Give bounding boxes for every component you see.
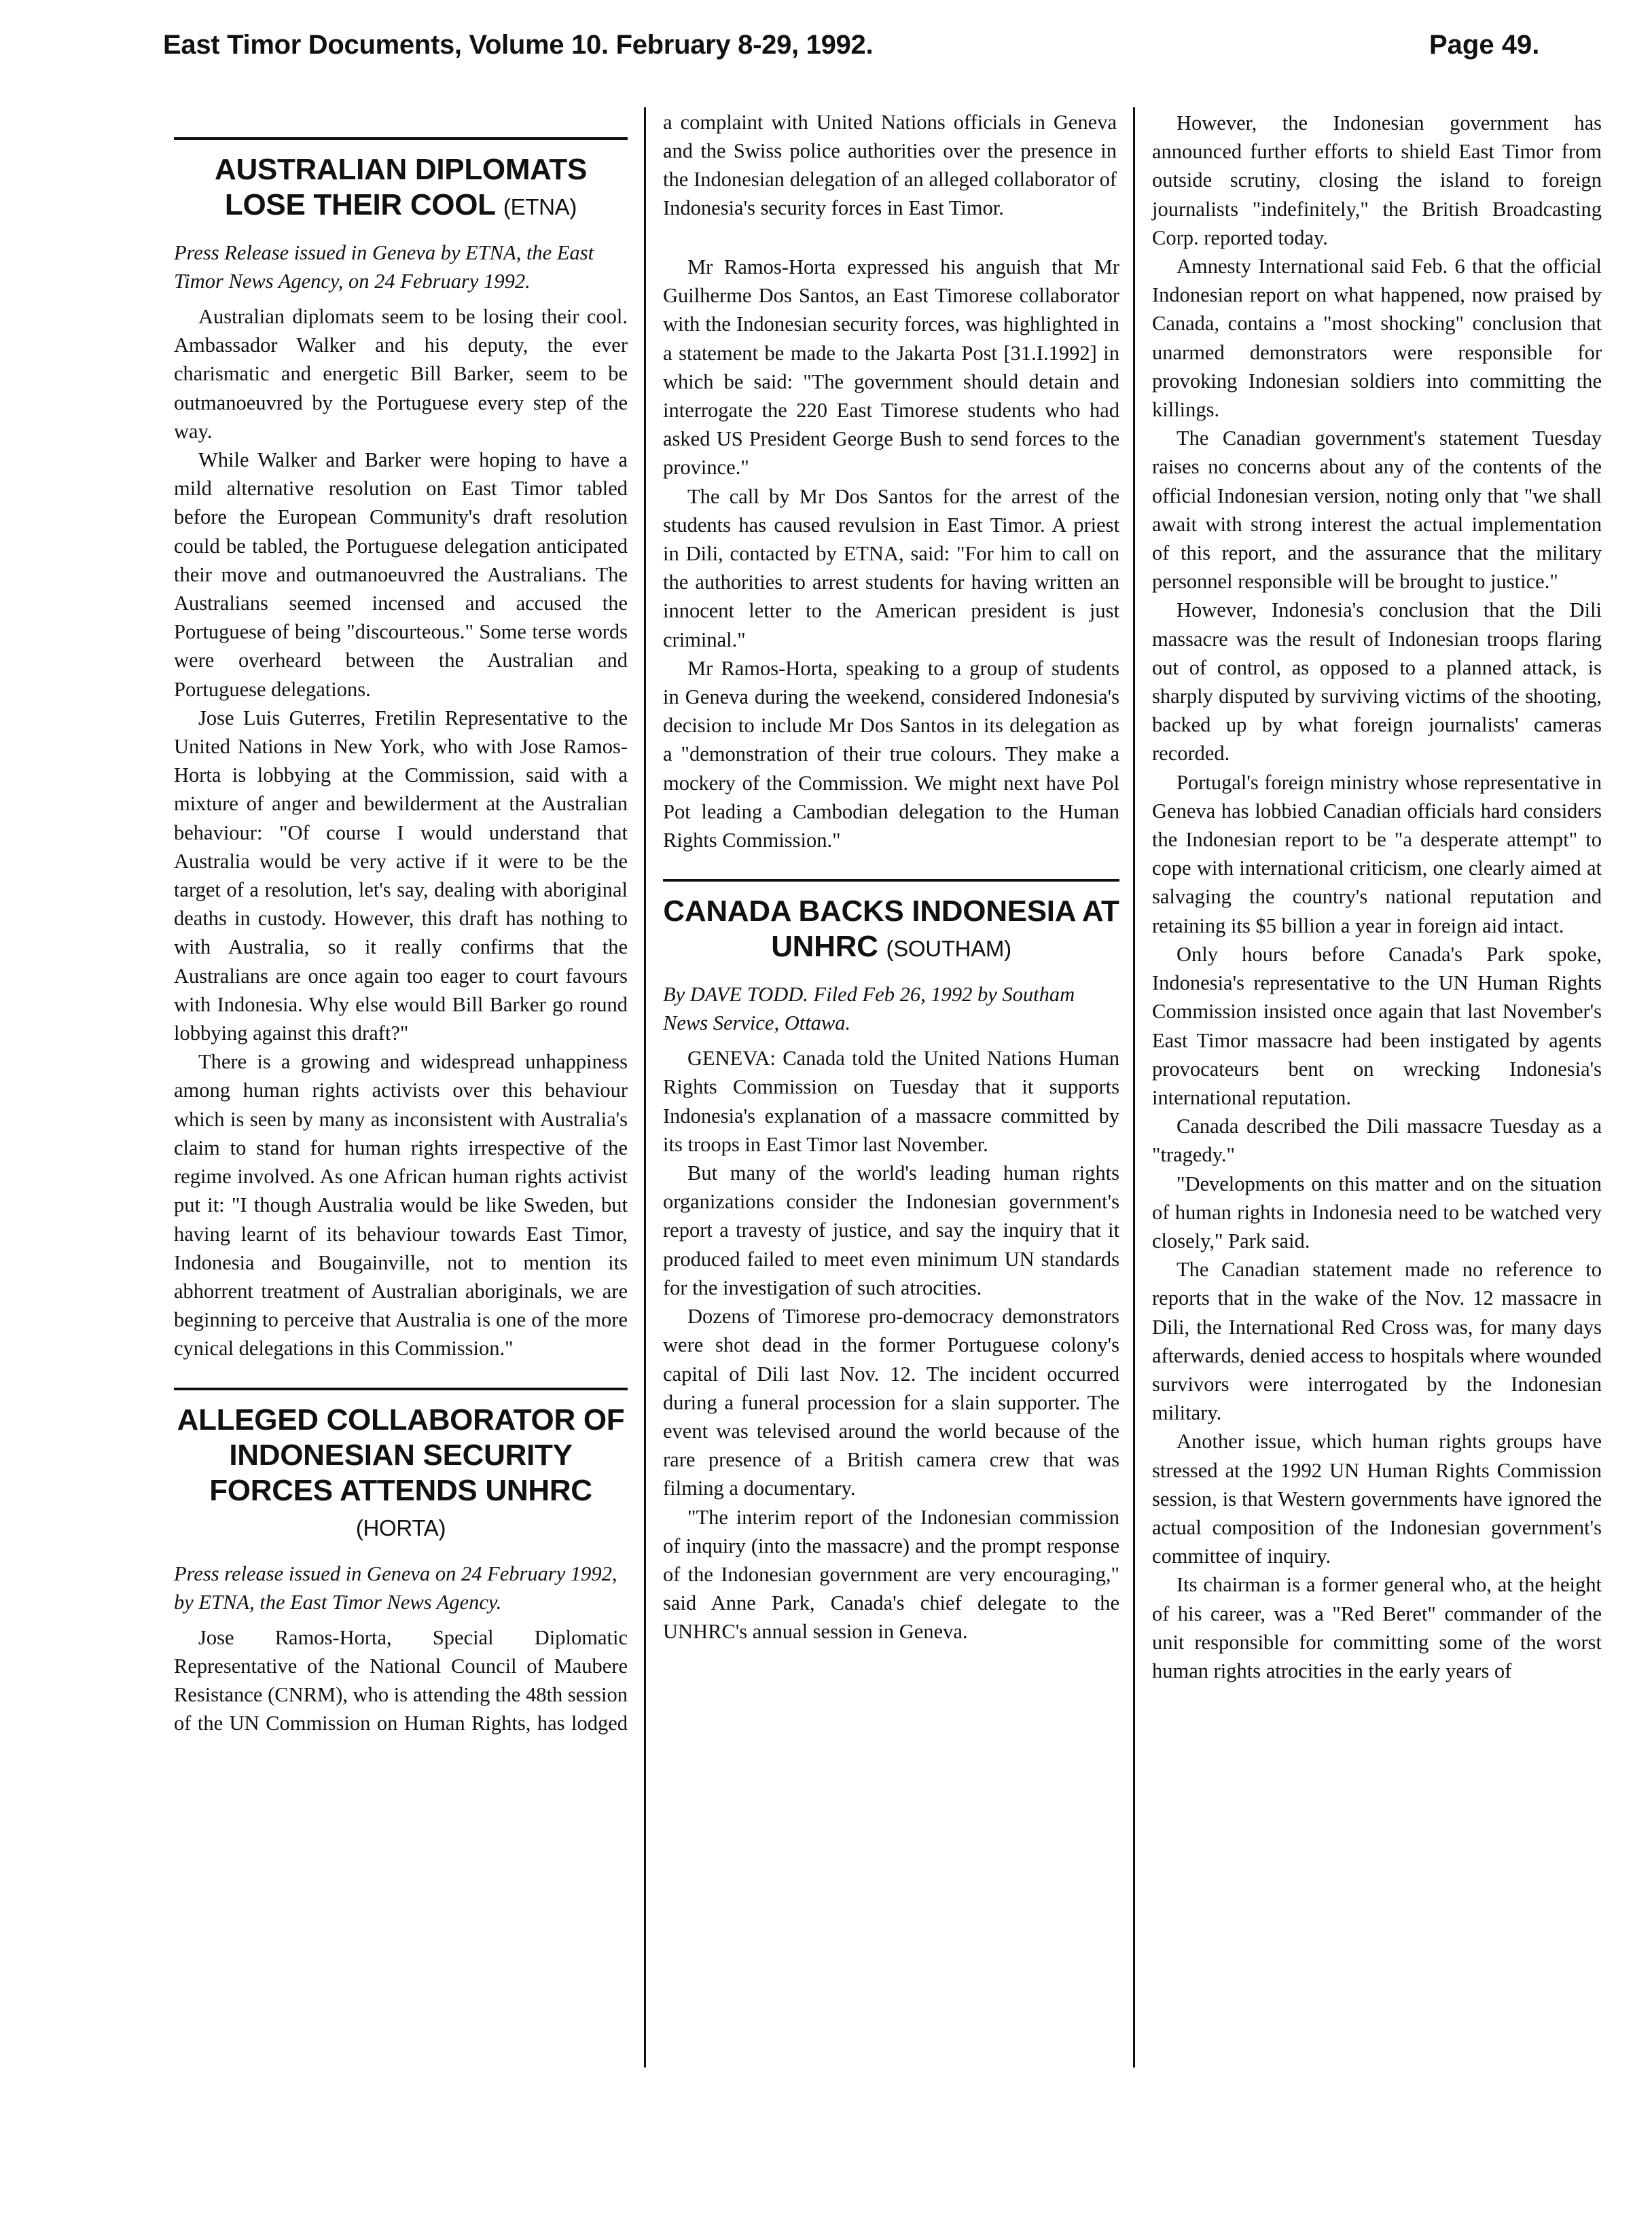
article3-paragraph: Amnesty International said Feb. 6 that the official Indonesian report on what happened, now praised by Canada, contains a "most shocking" conclusion that unarmed demonstrators were responsible for provoking Indonesian soldiers into committing the killings. [1152,255,1602,422]
article2-paragraph-continued: a complaint with United Nations officials in Geneva and the Swiss police authorities over the presence in the Indonesian delegation of an alleged collaborator of Indonesia's security forces in East Timor. [663,110,1117,220]
page-header [0,0,1652,95]
page-header-title: East Timor Documents, Volume 10. February 8-29, 1992. [163,30,874,60]
article2-byline: Press release issued in Geneva on 24 February 1992, by ETNA, the East Timor News Agency. [174,1561,617,1614]
article2-headline [174,1403,628,1546]
article1-headline [174,152,628,225]
article2-paragraph: The call by Mr Dos Santos for the arrest of the students has caused revulsion in East Timor. A priest in Dili, contacted by ETNA, said: "For him to call on the authorities to arrest students for having written an innocent letter to the American president is just criminal." [663,484,1119,651]
article1-byline: Press Release issued in Geneva by ETNA, the East Timor News Agency, on 24 February 1992. [174,241,594,293]
article3-headline [663,894,1119,967]
article3-source: (SOUTHAM) [886,936,1011,962]
column-divider-2 [1133,107,1135,2067]
article1-paragraph: While Walker and Barker were hoping to have a mild alternative resolution on East Timor tabled before the European Community's draft resolution could be tabled, the Portuguese delegation anticipated their move and outmanoeuvred the Australians. The Australians seemed incensed and accused the Portuguese of being "discourteous." Some terse words were overheard between the Australian and Portuguese delegations. [174,448,628,701]
article1-source: (ETNA) [503,194,577,219]
article1-paragraph: Australian diplomats seem to be losing their cool. Ambassador Walker and his deputy, the ever charismatic and energetic Bill Barker, seem to be outmanoeuvred by the Portuguese every step of the way. [174,305,628,443]
article1-paragraph: There is a growing and widespread unhappiness among human rights activists over this behaviour which is seen by many as inconsistent with Australia's claim to stand for human rights irrespective of the regime involved. As one African human rights activist put it: "I though Australia would be like Sweden, but having learnt of its behaviour towards East Timor, Indonesia and Bougainville, not to mention its abhorrent treatment of Australian aboriginals, we are beginning to perceive that Australia is one of the more cynical delegations in this Commission." [174,1050,628,1360]
article3-paragraph: The Canadian government's statement Tuesday raises no concerns about any of the contents of the official Indonesian version, noting only that "we shall await with strong interest the actual implementation of this report, and the assurance that the military personnel responsible will be brought to justice." [1152,427,1602,594]
article2-paragraph: Mr Ramos-Horta expressed his anguish that Mr Guilherme Dos Santos, an East Timorese collaborator with the Indonesian security forces, was highlighted in a statement be made to the Jakarta Post [31.I.1992] in which be said: "The government should detain and interrogate the 220 East Timorese students who had asked US President George Bush to send forces to the province." [663,255,1119,480]
headline-rule [663,879,1119,882]
column-1 [174,137,628,1737]
article3-paragraph: However, the Indonesian government has announced further efforts to shield East Timor from outside scrutiny, closing the island to foreign journalists "indefinitely," the British Broadcasting Corp. reported today. [1152,111,1602,249]
article2-source: (HORTA) [355,1515,446,1540]
article3-paragraph: Dozens of Timorese pro-democracy demonstrators were shot dead in the former Portuguese colony's capital of Dili last Nov. 12. The incident occurred during a funeral procession for a slain supporter. The event was televised around the world because of the rare presence of a British camera crew that was filming a documentary. [663,1305,1119,1500]
article3-paragraph: However, Indonesia's conclusion that the Dili massacre was the result of Indonesian troops flaring out of control, as opposed to a planned attack, is sharply disputed by surviving victims of the shooting, backed up by what foreign journalists' cameras recorded. [1152,598,1602,765]
column-divider-1 [644,107,646,2067]
article3-byline: By DAVE TODD. Filed Feb 26, 1992 by Southam News Service, Ottawa. [663,983,1075,1035]
article3-paragraph: Only hours before Canada's Park spoke, Indonesia's representative to the UN Human Rights Commission insisted once again that last November's East Timor massacre had been instigated by agents provocateurs bent on wrecking Indonesia's international reputation. [1152,942,1602,1109]
column-3 [1152,109,1602,1685]
page-number: Page 49. [1429,30,1540,60]
article3-headline-text: CANADA BACKS INDONESIA AT UNHRC [663,895,1119,964]
headline-rule [174,137,628,140]
article3-paragraph: Portugal's foreign ministry whose representative in Geneva has lobbied Canadian officials hard considers the Indonesian report to be "a desperate attempt" to cope with international criticism, one clearly aimed at salvaging the country's national reputation and retaining its $5 billion a year in foreign aid intact. [1152,770,1602,937]
article3-paragraph: Its chairman is a former general who, at the height of his career, was a "Red Beret" commander of the unit responsible for committing some of the worst human rights atrocities in the early years of [1152,1573,1602,1682]
article3-paragraph: Canada described the Dili massacre Tuesday as a "tragedy." [1152,1115,1602,1167]
article2-paragraph: Mr Ramos-Horta, speaking to a group of students in Geneva during the weekend, considered Indonesia's decision to include Mr Dos Santos in its delegation as a "demonstration of their true colours. They make a mockery of the Commission. We might next have Pol Pot leading a Cambodian delegation to the Human Rights Commission." [663,656,1119,852]
headline-rule [174,1388,628,1390]
article3-paragraph: Another issue, which human rights groups have stressed at the 1992 UN Human Rights Commission session, is that Western governments have ignored the actual composition of the Indonesian government's committee of inquiry. [1152,1430,1602,1568]
article1-headline-text: AUSTRALIAN DIPLOMATS LOSE THEIR COOL [214,153,588,221]
article1-paragraph: Jose Luis Guterres, Fretilin Representative to the United Nations in New York, who with Jose Ramos-Horta is lobbying at the Commission, said with a mixture of anger and bewilderment at the Australian behaviour: "Of course I would understand that Australia would be very active if it were to be the target of a resolution, let's say, dealing with aboriginal deaths in custody. However, this draft has nothing to with Australia, so it really confirms that the Australians are once again too eager to court favours with Indonesia. Why else would Bill Barker go round lobbying against this draft?" [174,706,628,1045]
article2-headline-text: ALLEGED COLLABORATOR OF INDONESIAN SECURITY FORCES ATTENDS UNHRC [177,1403,625,1507]
article3-paragraph: The Canadian statement made no reference to reports that in the wake of the Nov. 12 massacre in Dili, the International Red Cross was, for many days afterwards, denied access to hospitals where wounded survivors were interrogated by the Indonesian military. [1152,1258,1602,1425]
article3-paragraph: "Developments on this matter and on the situation of human rights in Indonesia need to be watched very closely," Park said. [1152,1172,1602,1252]
article3-paragraph: But many of the world's leading human rights organizations consider the Indonesian government's report a travesty of justice, and say the inquiry that it produced failed to meet even minimum UN standards for the investigation of such atrocities. [663,1161,1119,1299]
column-2 [663,109,1119,1646]
article3-paragraph: GENEVA: Canada told the United Nations Human Rights Commission on Tuesday that it supports Indonesia's explanation of a massacre committed by its troops in East Timor last November. [663,1047,1119,1156]
article2-paragraph: Jose Ramos-Horta, Special Diplomatic Representative of the National Council of Maubere Resistance (CNRM), who is attending the 48th session of the UN Commission on Human Rights, has lodged [174,1625,628,1735]
article3-paragraph: "The interim report of the Indonesian commission of inquiry (into the massacre) and the prompt response of the Indonesian government are very encouraging," said Anne Park, Canada's chief delegate to the UNHRC's annual session in Geneva. [663,1505,1119,1644]
